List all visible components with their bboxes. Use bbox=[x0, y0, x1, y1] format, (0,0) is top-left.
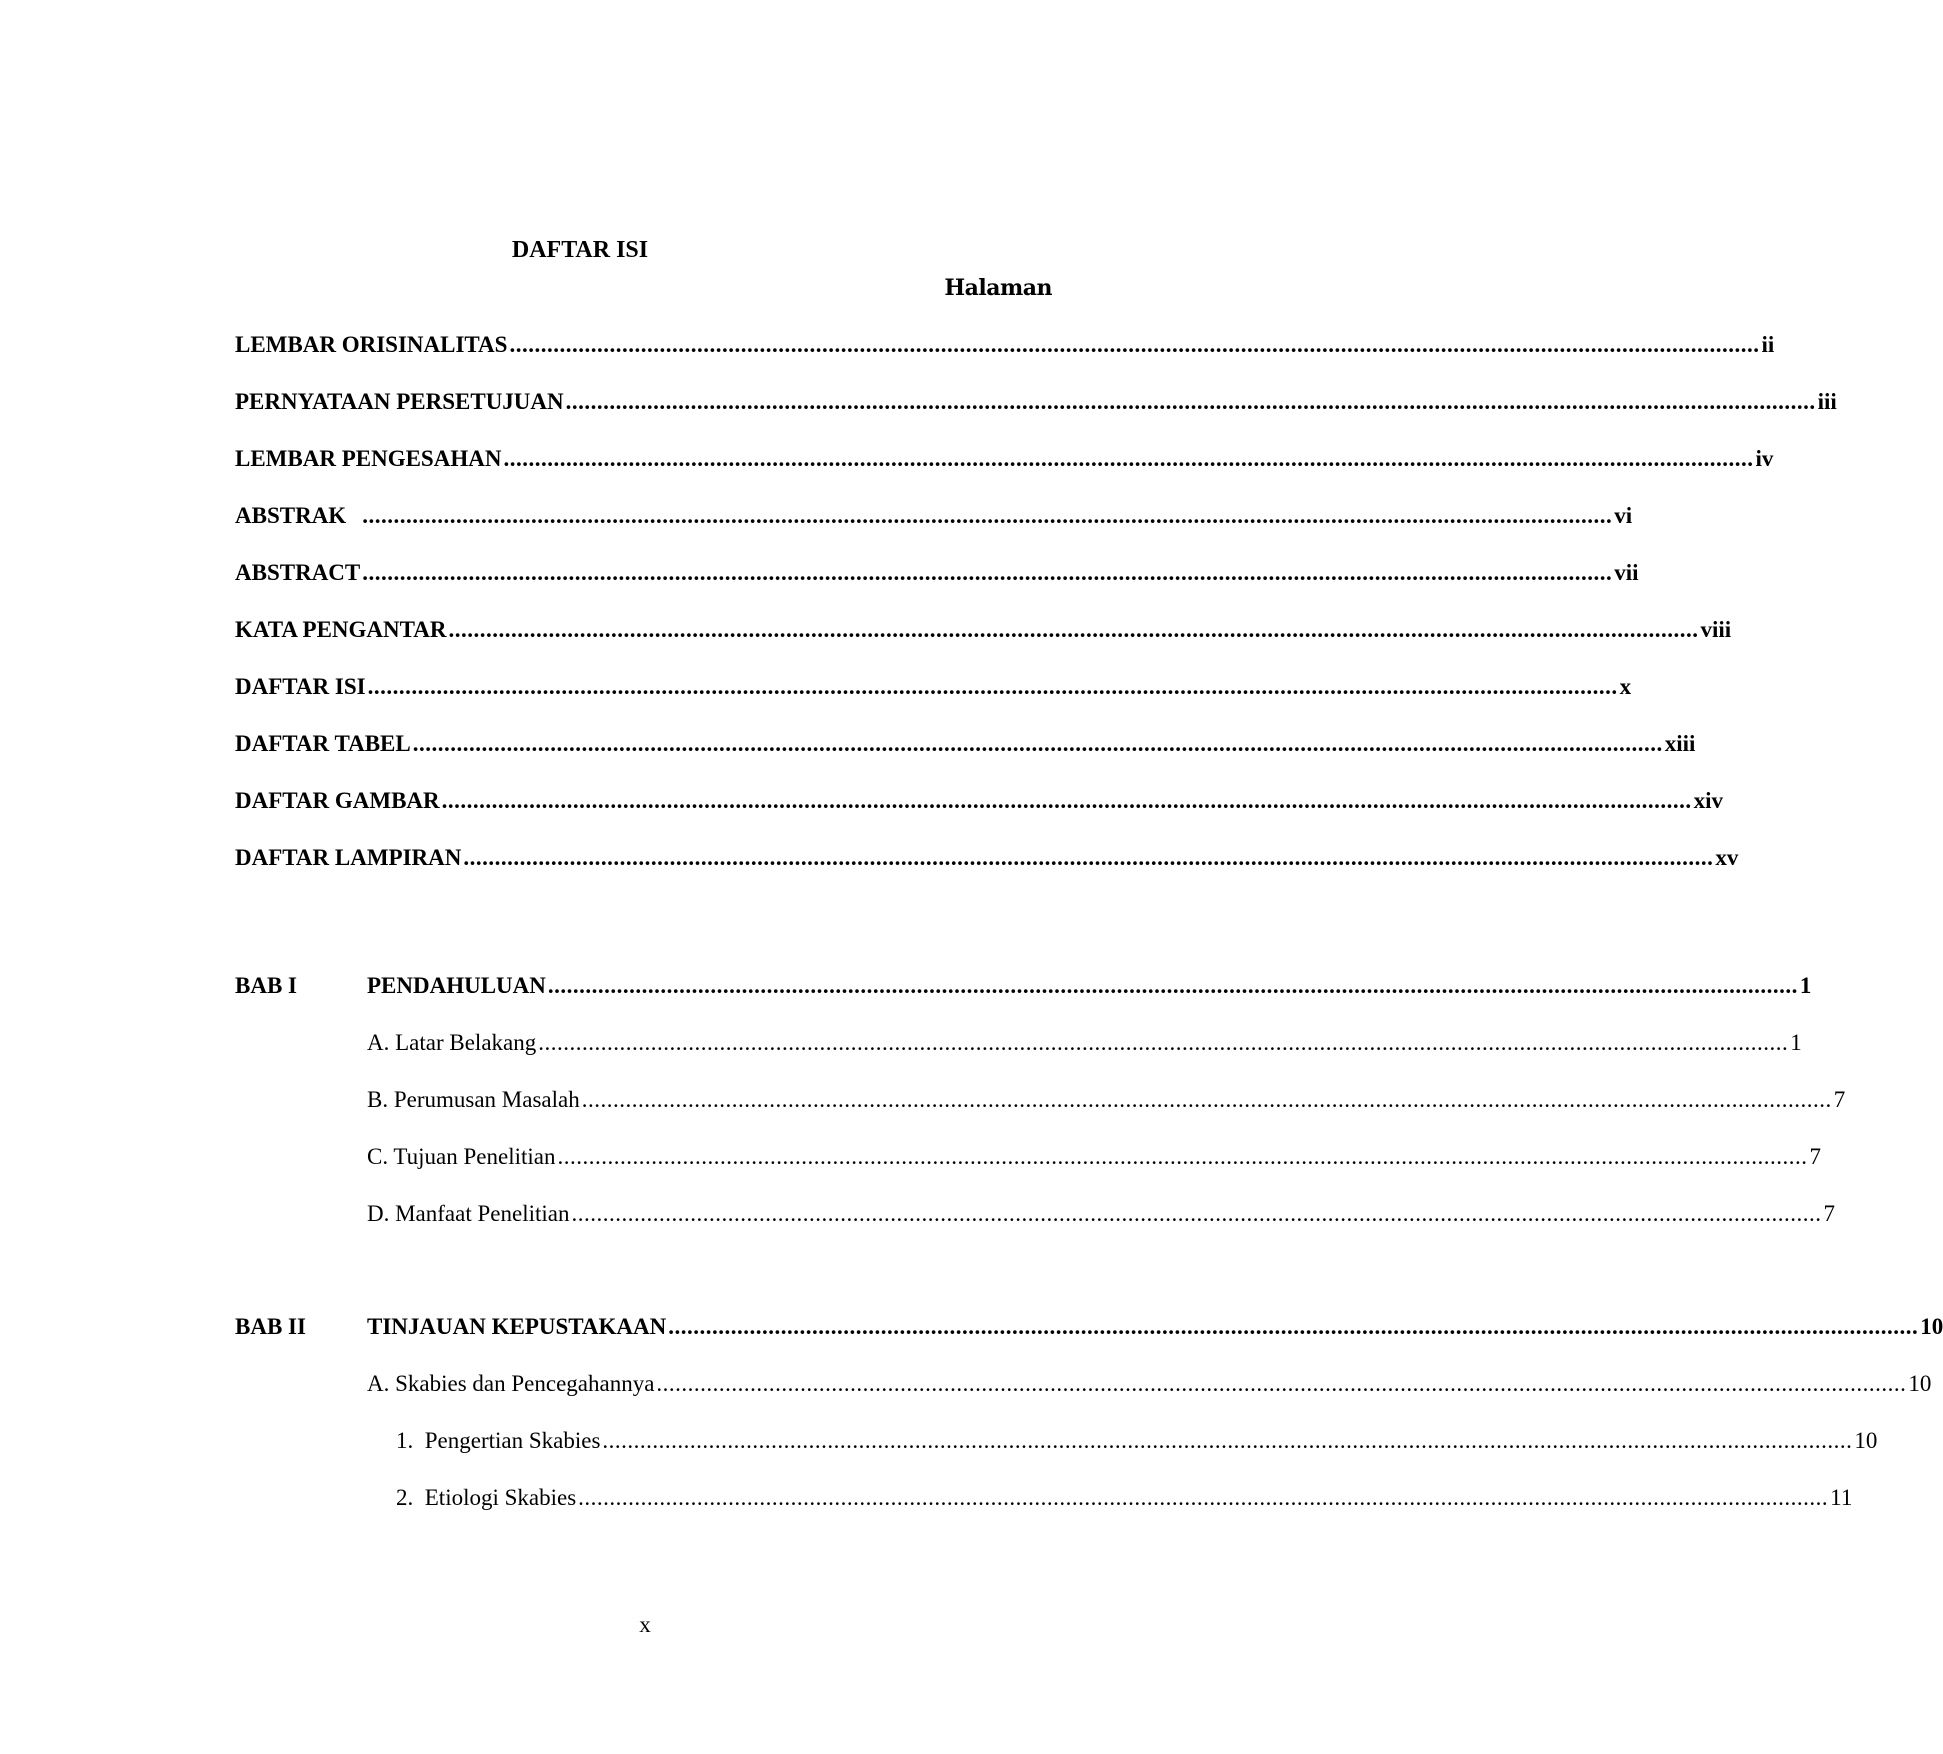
toc-entry-page: 11 bbox=[1830, 1485, 1853, 1510]
toc-entry-page: ii bbox=[1761, 332, 1775, 357]
dot-leader: ........................................................................................................................................................................................................ bbox=[362, 560, 1613, 585]
toc-entry-page: 10 bbox=[1920, 1314, 1943, 1339]
toc-entry-page: iii bbox=[1817, 389, 1837, 414]
dot-leader: ........................................................................................................................................................................................................ bbox=[441, 788, 1692, 813]
toc-entry-page: 10 bbox=[1854, 1428, 1878, 1453]
dot-leader: ........................................................................................................................................................................................................ bbox=[602, 1428, 1853, 1453]
toc-entry-label: LEMBAR PENGESAHAN bbox=[235, 446, 502, 471]
toc-entry-label: TINJAUAN KEPUSTAKAAN bbox=[367, 1314, 667, 1339]
dot-leader: ........................................................................................................................................................................................................ bbox=[578, 1485, 1829, 1510]
dot-leader: ........................................................................................................................................................................................................ bbox=[557, 1144, 1808, 1169]
toc-entry-label: DAFTAR GAMBAR bbox=[235, 788, 440, 813]
toc-entry-label: DAFTAR TABEL bbox=[235, 731, 411, 756]
toc-entry-page: 7 bbox=[1823, 1201, 1835, 1226]
page-title: DAFTAR ISI bbox=[511, 237, 649, 263]
toc-entry-label: PERNYATAAN PERSETUJUAN bbox=[235, 389, 564, 414]
toc-entry-page: 7 bbox=[1833, 1087, 1846, 1112]
toc-entry-daftar-isi[interactable] bbox=[235, 672, 1632, 702]
toc-entry-page: 10 bbox=[1908, 1371, 1932, 1396]
toc-section[interactable] bbox=[367, 1085, 1846, 1115]
toc-entry-label: 2. Etiologi Skabies bbox=[396, 1485, 577, 1510]
toc-entry-label: A. Skabies dan Pencegahannya bbox=[367, 1371, 655, 1396]
toc-entry-page: x bbox=[1619, 674, 1632, 699]
dot-leader: ........................................................................................................................................................................................................ bbox=[656, 1371, 1907, 1396]
dot-leader: ........................................................................................................................................................................................................ bbox=[367, 674, 1618, 699]
toc-entry-label: LEMBAR ORISINALITAS bbox=[235, 332, 508, 357]
toc-entry-page: 7 bbox=[1809, 1144, 1821, 1169]
toc-entry-daftar-lampiran[interactable] bbox=[235, 843, 1739, 873]
toc-entry-label: B. Perumusan Masalah bbox=[367, 1087, 580, 1112]
toc-subsection[interactable] bbox=[396, 1426, 1878, 1456]
toc-entry-label: 1. Pengertian Skabies bbox=[396, 1428, 601, 1453]
toc-section[interactable] bbox=[367, 1028, 1802, 1058]
toc-entry-daftar-gambar[interactable] bbox=[235, 786, 1724, 816]
dot-leader: ........................................................................................................................................................................................................ bbox=[668, 1314, 1919, 1339]
toc-entry-daftar-tabel[interactable] bbox=[235, 729, 1696, 759]
toc-entry-page: vi bbox=[1614, 503, 1633, 528]
dot-leader: ........................................................................................................................................................................................................ bbox=[412, 731, 1663, 756]
toc-entry-lembar-pengesahan[interactable] bbox=[235, 444, 1774, 474]
toc-entry-label: C. Tujuan Penelitian bbox=[367, 1144, 556, 1169]
toc-entry-label: A. Latar Belakang bbox=[367, 1030, 537, 1055]
chapter-number: BAB II bbox=[235, 1314, 306, 1339]
toc-entry-page: viii bbox=[1700, 617, 1732, 642]
toc-chapter-tinjauan-kepustakaan[interactable] bbox=[367, 1312, 1943, 1342]
toc-section[interactable] bbox=[367, 1199, 1835, 1229]
toc-entry-label: PENDAHULUAN bbox=[367, 973, 546, 998]
toc-entry-abstract[interactable] bbox=[235, 558, 1639, 588]
toc-entry-page: 1 bbox=[1799, 973, 1812, 998]
toc-entry-page: xv bbox=[1715, 845, 1739, 870]
page-number: x bbox=[639, 1612, 651, 1637]
dot-leader: ........................................................................................................................................................................................................ bbox=[565, 389, 1816, 414]
dot-leader: ........................................................................................................................................................................................................ bbox=[547, 973, 1798, 998]
dot-leader: ........................................................................................................................................................................................................ bbox=[362, 503, 1613, 528]
dot-leader: ........................................................................................................................................................................................................ bbox=[503, 446, 1754, 471]
toc-entry-label: ABSTRACT bbox=[235, 560, 361, 585]
toc-subsection[interactable] bbox=[396, 1483, 1853, 1513]
toc-entry-label: KATA PENGANTAR bbox=[235, 617, 447, 642]
toc-entry-page: vii bbox=[1614, 560, 1639, 585]
toc-entry-pernyataan-persetujuan[interactable] bbox=[235, 387, 1837, 417]
toc-chapter-pendahuluan[interactable] bbox=[367, 971, 1812, 1001]
toc-entry-label: DAFTAR ISI bbox=[235, 674, 366, 699]
toc-section[interactable] bbox=[367, 1142, 1821, 1172]
toc-entry-abstrak[interactable] bbox=[235, 501, 1633, 531]
toc-entry-page: 1 bbox=[1790, 1030, 1802, 1055]
toc-entry-label: D. Manfaat Penelitian bbox=[367, 1201, 570, 1226]
toc-entry-page: iv bbox=[1755, 446, 1774, 471]
toc-section[interactable] bbox=[367, 1369, 1932, 1399]
chapter-number: BAB I bbox=[235, 973, 297, 998]
dot-leader: ........................................................................................................................................................................................................ bbox=[463, 845, 1714, 870]
dot-leader: ........................................................................................................................................................................................................ bbox=[448, 617, 1699, 642]
toc-entry-kata-pengantar[interactable] bbox=[235, 615, 1732, 645]
toc-entry-page: xiv bbox=[1693, 788, 1724, 813]
page-column-header: Halaman bbox=[944, 275, 1052, 301]
dot-leader: ........................................................................................................................................................................................................ bbox=[571, 1201, 1822, 1226]
dot-leader: ........................................................................................................................................................................................................ bbox=[538, 1030, 1789, 1055]
dot-leader: ........................................................................................................................................................................................................ bbox=[581, 1087, 1832, 1112]
toc-entry-label: ABSTRAK bbox=[235, 503, 347, 528]
toc-entry-label: DAFTAR LAMPIRAN bbox=[235, 845, 462, 870]
dot-leader: ........................................................................................................................................................................................................ bbox=[509, 332, 1760, 357]
toc-entry-page: xiii bbox=[1664, 731, 1696, 756]
toc-entry-lembar-orisinalitas[interactable] bbox=[235, 330, 1775, 360]
